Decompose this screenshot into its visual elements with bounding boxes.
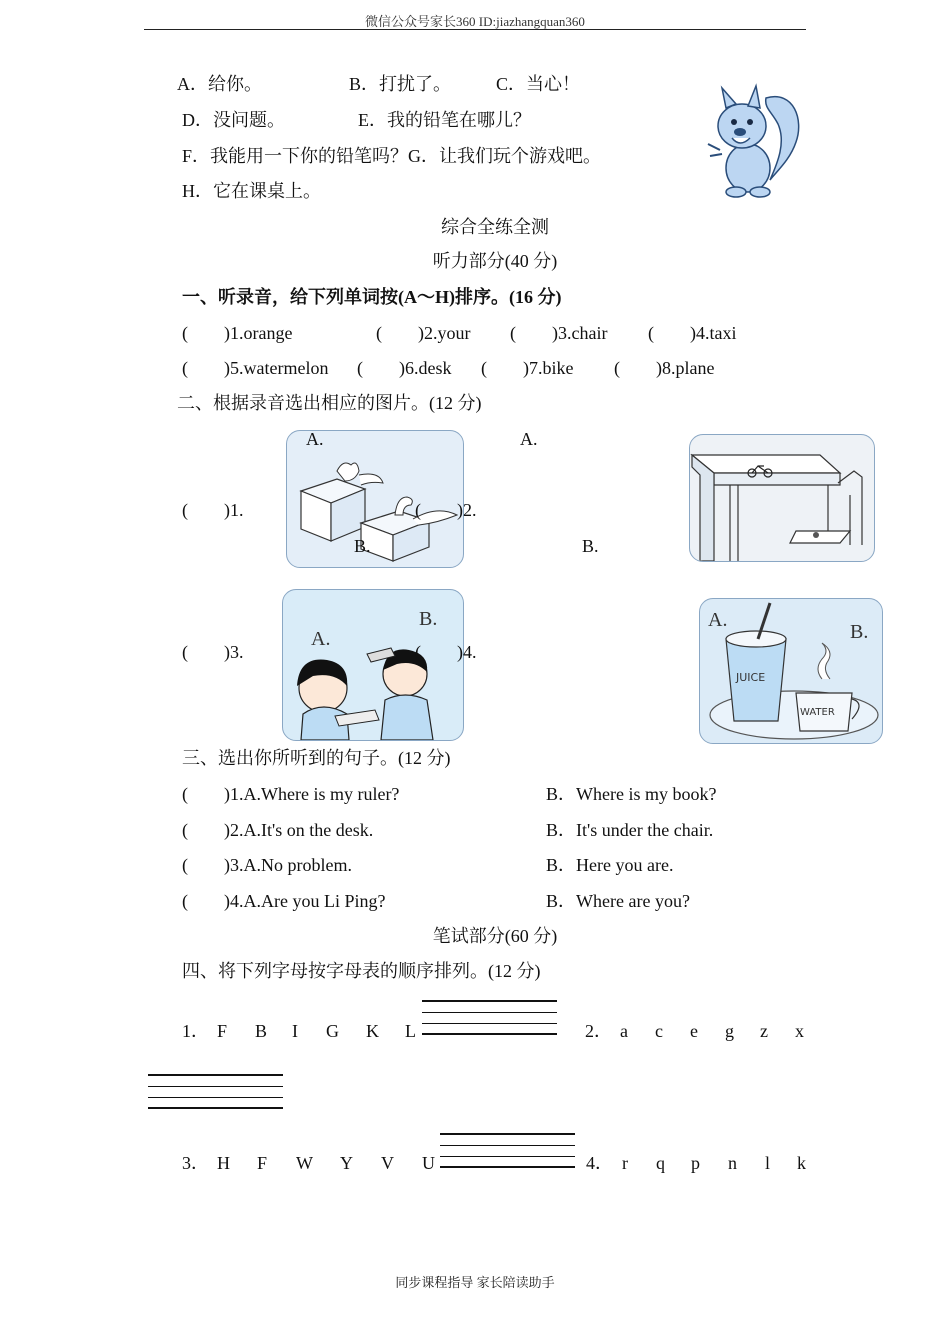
s3-item-2-b: B．It's under the chair. xyxy=(546,820,714,840)
s4-q1-letter: F xyxy=(217,1021,228,1041)
squirrel-illustration xyxy=(706,80,806,200)
s4-q3-letter: V xyxy=(381,1153,394,1173)
q4-label-a: A. xyxy=(708,609,728,631)
s3-item-3-b: B．Here you are. xyxy=(546,855,674,875)
s4-q1-num: 1． xyxy=(182,1021,209,1041)
section2-heading: 二、根据录音选出相应的图片。(12 分) xyxy=(177,393,482,413)
s4-q2-num: 2． xyxy=(585,1021,612,1041)
q2-picture xyxy=(689,434,875,562)
s3-item-4-a: ( )4.A.Are you Li Ping? xyxy=(182,891,386,911)
s4-q3-letter: U xyxy=(422,1153,435,1173)
s2-q4: ( )4. xyxy=(415,642,477,662)
s4-q1-letter: I xyxy=(292,1021,298,1041)
s4-q3-letter: F xyxy=(257,1153,268,1173)
s4-q1-writing-lines xyxy=(422,1000,557,1036)
listening-title: 听力部分(40 分) xyxy=(432,251,558,271)
s4-q2-letter: z xyxy=(760,1021,768,1041)
q3-label-a: A. xyxy=(311,628,331,650)
s4-q1-letter: G xyxy=(326,1021,339,1041)
s1-item-4: ( )4.taxi xyxy=(648,323,737,343)
s1-item-2: ( )2.your xyxy=(376,323,471,343)
s4-q3-letter: H xyxy=(217,1153,230,1173)
s1-item-5: ( )5.watermelon xyxy=(182,358,329,378)
option-b: B．打扰了。 xyxy=(349,74,452,94)
s4-q4-letter: p xyxy=(691,1153,700,1173)
s4-q4-letter: k xyxy=(797,1153,806,1173)
s4-q4-letter: l xyxy=(765,1153,771,1173)
s3-item-4-b: B．Where are you? xyxy=(546,891,690,911)
header-rule xyxy=(144,29,806,30)
s4-q4-num: 4． xyxy=(586,1153,613,1173)
section3-heading: 三、选出你所听到的句子。(12 分) xyxy=(182,748,451,768)
q1-label-a: A. xyxy=(306,429,324,449)
s4-q2-letter: e xyxy=(690,1021,698,1041)
s4-q1-letter: K xyxy=(366,1021,379,1041)
q4-label-b: B. xyxy=(850,621,869,643)
q1-label-b: B. xyxy=(354,536,371,556)
desk-illustration xyxy=(690,435,874,561)
s2-q2: ( )2. xyxy=(415,500,477,520)
option-e: E．我的铅笔在哪儿？ xyxy=(358,110,531,130)
main-title: 综合全练全测 xyxy=(441,217,549,237)
q2-label-a: A. xyxy=(520,429,538,449)
s1-item-7: ( )7.bike xyxy=(481,358,574,378)
q3-picture xyxy=(282,589,464,741)
s4-q4-letter: n xyxy=(728,1153,737,1173)
s4-q3-writing-lines xyxy=(440,1133,575,1169)
q4-picture xyxy=(699,598,883,744)
s1-item-8: ( )8.plane xyxy=(614,358,715,378)
option-a: A．给你。 xyxy=(177,74,262,94)
juice-label: JUICE xyxy=(736,671,766,684)
s4-q3-num: 3． xyxy=(182,1153,209,1173)
s1-item-3: ( )3.chair xyxy=(510,323,608,343)
s4-q4-letter: r xyxy=(622,1153,628,1173)
s4-q2-letter: x xyxy=(795,1021,804,1041)
s4-q3-letter: Y xyxy=(340,1153,353,1173)
water-label: WATER xyxy=(800,707,835,718)
section1-heading: 一、听录音，给下列单词按(A～H)排序。(16 分) xyxy=(182,287,562,307)
option-c: C．当心！ xyxy=(496,74,581,94)
s3-item-2-a: ( )2.A.It's on the desk. xyxy=(182,820,374,840)
q2-label-b: B. xyxy=(582,536,599,556)
option-f-g: F．我能用一下你的铅笔吗？G．让我们玩个游戏吧。 xyxy=(182,146,602,166)
s4-q3-letter: W xyxy=(296,1153,313,1173)
s3-item-3-a: ( )3.A.No problem. xyxy=(182,855,352,875)
s1-item-6: ( )6.desk xyxy=(357,358,452,378)
section4-heading: 四、将下列字母按字母表的顺序排列。(12 分) xyxy=(182,961,541,981)
s4-q2-letter: g xyxy=(725,1021,734,1041)
s2-q1: ( )1. xyxy=(182,500,244,520)
s3-item-1-a: ( )1.A.Where is my ruler? xyxy=(182,784,400,804)
s4-q1-letter: L xyxy=(405,1021,416,1041)
s4-q2-letter: a xyxy=(620,1021,628,1041)
s4-q2-writing-lines xyxy=(148,1074,283,1110)
s2-q3: ( )3. xyxy=(182,642,244,662)
s3-item-1-b: B．Where is my book? xyxy=(546,784,717,804)
s1-item-1: ( )1.orange xyxy=(182,323,293,343)
page-footer: 同步课程指导 家长陪读助手 xyxy=(395,1275,555,1290)
s4-q1-letter: B xyxy=(255,1021,268,1041)
page-header: 微信公众号家长360 ID:jiazhangquan360 xyxy=(365,14,585,29)
writing-title: 笔试部分(60 分) xyxy=(432,926,558,946)
q3-label-b: B. xyxy=(419,608,438,630)
option-d: D．没问题。 xyxy=(182,110,285,130)
option-h: H．它在课桌上。 xyxy=(182,181,321,201)
s4-q4-letter: q xyxy=(656,1153,665,1173)
s4-q2-letter: c xyxy=(655,1021,663,1041)
